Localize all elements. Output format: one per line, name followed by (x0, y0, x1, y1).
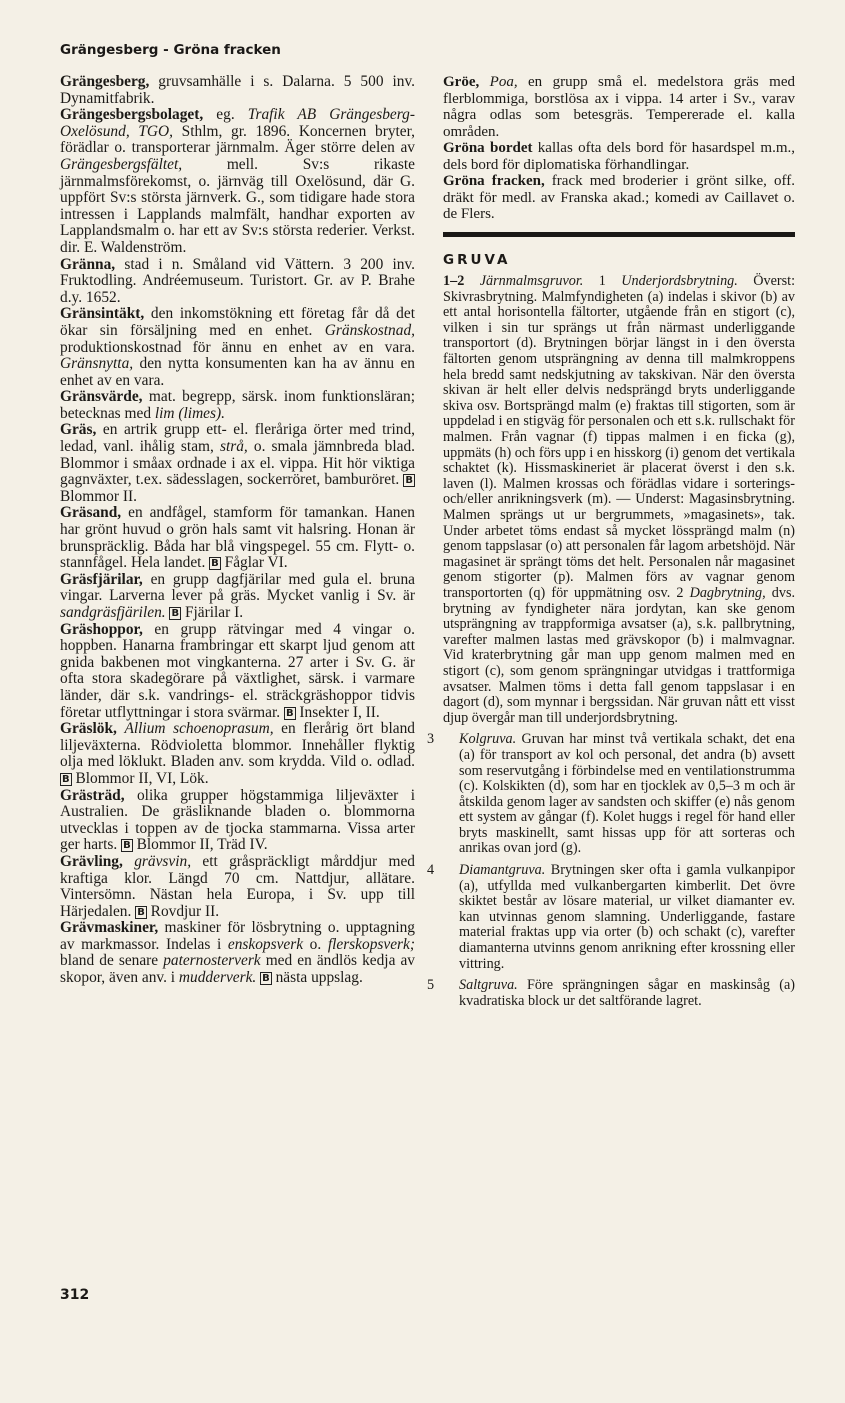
picture-reference-icon: B (62, 773, 70, 785)
entry-graslok (60, 721, 415, 787)
entry-text: maskiner för lösbrytning o. upptagning av markmassor. Indelas i (60, 919, 415, 953)
entry-text: Insekter I, II. (295, 703, 380, 721)
headword: Gräshoppor, (60, 620, 143, 638)
entry-grangesberg (60, 74, 415, 107)
entry-text: den inkomstökning ett företag får då det ökar sin försäljning med en enhet. (60, 305, 415, 339)
headword: Gränsvärde, (60, 388, 143, 406)
entry-granna (60, 257, 415, 307)
caption-text: Brytningen sker ofta i gamla vulkanpipor (a), utfyllda med vulkanbergarten kimberlit. Det övre skiktet består av lösare material, ur vilket diamanter ev. kan utvinnas genom slamning. Underliggande, fastare material fraktas upp via orter (b) och schakt (c), varefter diamanterna utvinns genom anrikning efter krossning eller vittring. (459, 862, 795, 972)
entry-gravling (60, 854, 415, 920)
caption-subtitle: Dagbrytning, (689, 584, 766, 601)
picture-reference-icon: B (211, 558, 219, 570)
picture-reference-icon: B (285, 707, 294, 719)
entry-text: mell. Sv:s rikaste järnmalmsförekomst, o. järnväg till Oxelösund, där G. uppfört Sv:s största järnverk. G., som tidigare hade stora intressen i Lapplands malmfält, handhar exporten av Lapplandsmalm o. har ett av Sv:s största rederier. Verkst. dir. E. Waldenström. (60, 155, 415, 256)
entry-text (123, 853, 134, 870)
entry-text: Sthlm, gr. 1896. Koncernen bryter, förädlar o. transporterar järnmalm. Äger större delen av (60, 122, 415, 157)
entry-text: Rovdjur II. (146, 902, 220, 920)
italic-term: Gränskostnad, (324, 321, 415, 339)
gruva-caption-4 (427, 862, 795, 972)
headword: Gräslök, (60, 720, 117, 738)
caption-text: Före sprängningen sågar en maskinsåg (a) kvadratiska block ur det saltförande lagret. (459, 977, 795, 1009)
gruva-caption-5 (427, 977, 795, 1009)
entry-text: en flerårig ört bland liljeväxterna. Rödvioletta blommor. Innehåller flyktig olja med löklukt. Bladen anv. som krydda. Vild o. odlad. (60, 720, 415, 771)
headword: Gröe, (443, 74, 480, 90)
entry-text: produktionskostnad för ännu en enhet av en vara. (60, 338, 415, 356)
entry-text: en grupp rätvingar med 4 vingar o. hoppben. Hanarna frambringar ett skarpt ljud genom att gnida bakbenen mot vingkanterna. 27 arter i Sv. G. är ofta stora skadegörare på växtlighet, särsk. i varmare länder, där s.k. vandrings- el. sträckgräshoppor tidvis företar utflyttningar i stora svärmar. (60, 620, 415, 721)
caption-number: 3 (427, 731, 435, 748)
caption-text: Överst: Skivrasbrytning. Malmfyndigheten (a) indelas i skivor (b) av ett antal horisontella fältorter, utgående från en stigort (c), vilken i sin tur sprängs ut från närmast underliggande transportort (d). Brytningen börjar längst in i den översta fältorten genom utsprängning av denna till malmkroppens hela bredd samt nedskjutning av takskivan. När den översta skivan är helt eller delvis nedsprängd bryts underliggande skiva osv. Bortsprängd malm (e) fraktas till stigorten, som är uppdelad i en stigväg för personalen och ett s.k. rullschakt för malmen. Från vagnar (f) tippas malmen i en ficka (g), uppmäts (h) och förs upp i en hisskorg (i) genom det vertikala schaktet (k). Hissmaskineriet är placerat överst i den s.k. laven (l). Malmen krossas och förädlas vidare i sorterings- och/eller anrikningsverk (m). — Underst: Magasinsbrytning. Malmen sprängs ut ur bergrummets, »magasinets», tak. Under arbetet töms endast så mycket lössprängd malm (n) genom tappslasar (o) att personalen får lagom arbetshöjd. När magasinet är sprängt töms det helt. Personalen når magasinet genom stigorter (p). Malmen förs av vagnar genom transportorten (q) för uppmätning osv. (443, 273, 796, 601)
headword: Gräs, (60, 421, 97, 439)
entry-text: olika grupper högstammiga liljeväxter i Australien. De gräsliknande bladen o. blommorna utvecklas i toppen av de tjocka stammarna. Vissa arter ger harts. (60, 786, 415, 854)
entry-text: Fåglar VI. (220, 554, 288, 572)
entry-text: Blommor II, VI, Lök. (71, 769, 209, 787)
headword: Gröna bordet (443, 140, 533, 156)
italic-term: sandgräsfjärilen. (60, 604, 166, 621)
caption-text: Gruvan har minst två vertikala schakt, det ena (a) för transport av kol och personal, det andra (b) avsett som reservutgång i förbindelse med en ventilationstrumma (c). Kolskikten (d), som har en tjocklek av 0,5–3 m och är åtskilda genom lager av sandsten och skiffer (e) nås genom ett system av gångar (f). Kolet huggs i regel för hand eller bryts maskinellt, samt hissas upp för att sorteras och anrikas ovan jord (g). (459, 731, 795, 857)
entry-text: nästa uppslag. (271, 969, 363, 987)
entry-text: med en ändlös kedja av skopor, även anv. i (60, 952, 415, 987)
running-header: Grängesberg - Gröna fracken (60, 42, 281, 58)
picture-reference-icon: B (171, 608, 180, 619)
italic-term: grävsvin, (134, 852, 192, 870)
headword: Gränna, (60, 255, 116, 273)
italic-term: Trafik AB Grängesberg-Oxelösund, TGO, (60, 106, 415, 140)
entry-grasfjarilar (60, 572, 415, 622)
gruva-captions (427, 273, 796, 1009)
entry-grastrad (60, 788, 415, 854)
caption-number: 1–2 (443, 273, 465, 290)
caption-title: Diamantgruva. (459, 862, 546, 879)
headword: Grängesberg, (60, 73, 150, 90)
entry-text: o. (303, 935, 328, 953)
section-title-gruva: GRUVA (443, 251, 511, 268)
entry-groe (443, 74, 795, 140)
page-number: 312 (60, 1287, 90, 1303)
headword: Grävling, (60, 852, 123, 870)
headword: Grävmaskiner, (60, 919, 159, 937)
italic-term: Gränsnytta, (60, 355, 134, 373)
entry-grangesbergsbolaget (60, 107, 415, 256)
gruva-caption-3 (427, 731, 795, 857)
caption-number: 5 (427, 977, 435, 994)
italic-term: enskopsverk (227, 935, 304, 953)
headword: Gröna fracken, (443, 173, 545, 189)
entry-text: Blommor II. (60, 487, 137, 505)
picture-reference-icon: B (123, 840, 131, 852)
entry-text: en grupp dagfjärilar med gula el. bruna vingar. Larverna lever på gräs. Mycket vanlig i Sv. är (60, 570, 415, 605)
italic-term: flerskopsverk; (327, 935, 415, 953)
italic-term: lim (limes). (154, 404, 225, 422)
caption-title: Kolgruva. (459, 731, 517, 748)
italic-term: paternosterverk (163, 952, 261, 970)
caption-text: dvs. brytning av fyndigheter nära jordytan, kan ske genom utsprängning av trappformiga avsatser (a), s.k. pallbrytning, varefter malmen lastas med grävskopor (b) i malmvagnar. Vid kraterbrytning går man upp genom malmen med en stigort (c), som genom sprängningar utvidgas i trattformiga avsatser. Malmen töms i detta fall genom tappslasar i en dagort (d), som mynnar i bergssidan. När gruvan nått ett visst djup övergår man till underjordsbrytning. (443, 584, 796, 726)
section-divider (443, 232, 795, 237)
entry-text: stad i n. Småland vid Vättern. 3 200 inv. Fruktodling. Andréemuseum. Turistort. Gr. av P. Brahe d.y. 1652. (60, 255, 415, 306)
entry-text: Blommor II, Träd IV. (132, 836, 268, 854)
caption-number: 1 (598, 273, 606, 290)
entry-text: den nytta konsumenten kan ha av ännu en enhet av en vara. (60, 355, 415, 389)
left-column (60, 74, 415, 987)
headword: Grästräd, (60, 786, 125, 804)
entry-text: bland de senare (60, 952, 164, 970)
entry-grona-fracken (443, 173, 795, 223)
entry-grasand (60, 505, 415, 571)
entry-text: frack med broderier i grönt silke, off. dräkt för medl. av Franska akad.; komedi av Caillavet o. de Flers. (443, 173, 795, 222)
italic-term: Grängesbergsfältet, (60, 155, 183, 173)
entry-text: en grupp små el. medelstora gräs med flerblommiga, borstlösa ax i vippa. 14 arter i Sv., varav några odlas som betesgräs. Tempererade el. kalla områden. (443, 74, 796, 140)
picture-reference-icon: B (405, 475, 413, 487)
italic-term: Poa, (489, 74, 518, 90)
entry-gravmaskiner (60, 920, 415, 986)
entry-gras (60, 422, 415, 505)
entry-grashoppor (60, 622, 415, 722)
entry-gransintakt (60, 306, 415, 389)
picture-reference-icon: B (137, 906, 145, 918)
entry-text: en andfågel, stamform för tamankan. Hanen har grönt huvud o grön hals samt vit halsring. Honan är brunspräcklig. Båda har blå vingspegel. 55 cm. Flytt- o. stannfågel. Hela landet. (60, 504, 415, 572)
entry-text: ett gråspräckligt mårddjur med kraftiga klor. Längd 70 cm. Nattdjur, allätare. Vintersömn. Nästan hela Europa, i Sv. upp till Härjedalen. (60, 852, 415, 920)
headword: Gräsand, (60, 504, 122, 522)
entry-text: en artrik grupp ett- el. fleråriga örter med trind, ledad, vanl. ihålig stam, (60, 421, 415, 456)
italic-term: mudderverk. (178, 969, 257, 987)
italic-term: Allium schoenoprasum, (124, 720, 274, 738)
entry-text: o. smala jämnbreda blad. Blommor i småax ordnade i ax el. vippa. Hit hör viktiga gagnväxter, t.ex. sädesslagen, sockerröret, bamburöret. (60, 438, 415, 489)
entry-text: kallas ofta dels bord för hasardspel m.m., dels bord för diplomatiska förhandlingar. (443, 140, 795, 173)
gruva-caption-1-2 (443, 274, 795, 726)
headword: Gräsfjärilar, (60, 570, 143, 588)
entry-text (479, 74, 489, 90)
entry-gransvarde (60, 389, 415, 422)
caption-number: 2 (676, 584, 684, 601)
caption-title: Järnmalmsgruvor. (479, 273, 584, 290)
entry-text: eg. (203, 106, 248, 124)
entry-text: Fjärilar I. (181, 604, 244, 621)
headword: Gränsintäkt, (60, 305, 145, 323)
entry-text: mat. begrepp, särsk. inom funktionsläran; betecknas med (60, 388, 415, 422)
right-column (427, 74, 796, 1015)
entry-text: gruvsamhälle i s. Dalarna. 5 500 inv. Dynamitfabrik. (60, 73, 415, 107)
caption-number: 4 (427, 862, 435, 879)
entry-grona-bordet (443, 140, 795, 173)
italic-term: strå, (219, 438, 248, 456)
caption-subtitle: Underjordsbrytning. (621, 273, 738, 290)
caption-title: Saltgruva. (459, 977, 518, 994)
picture-reference-icon: B (262, 973, 270, 985)
headword: Grängesbergsbolaget, (60, 106, 204, 124)
